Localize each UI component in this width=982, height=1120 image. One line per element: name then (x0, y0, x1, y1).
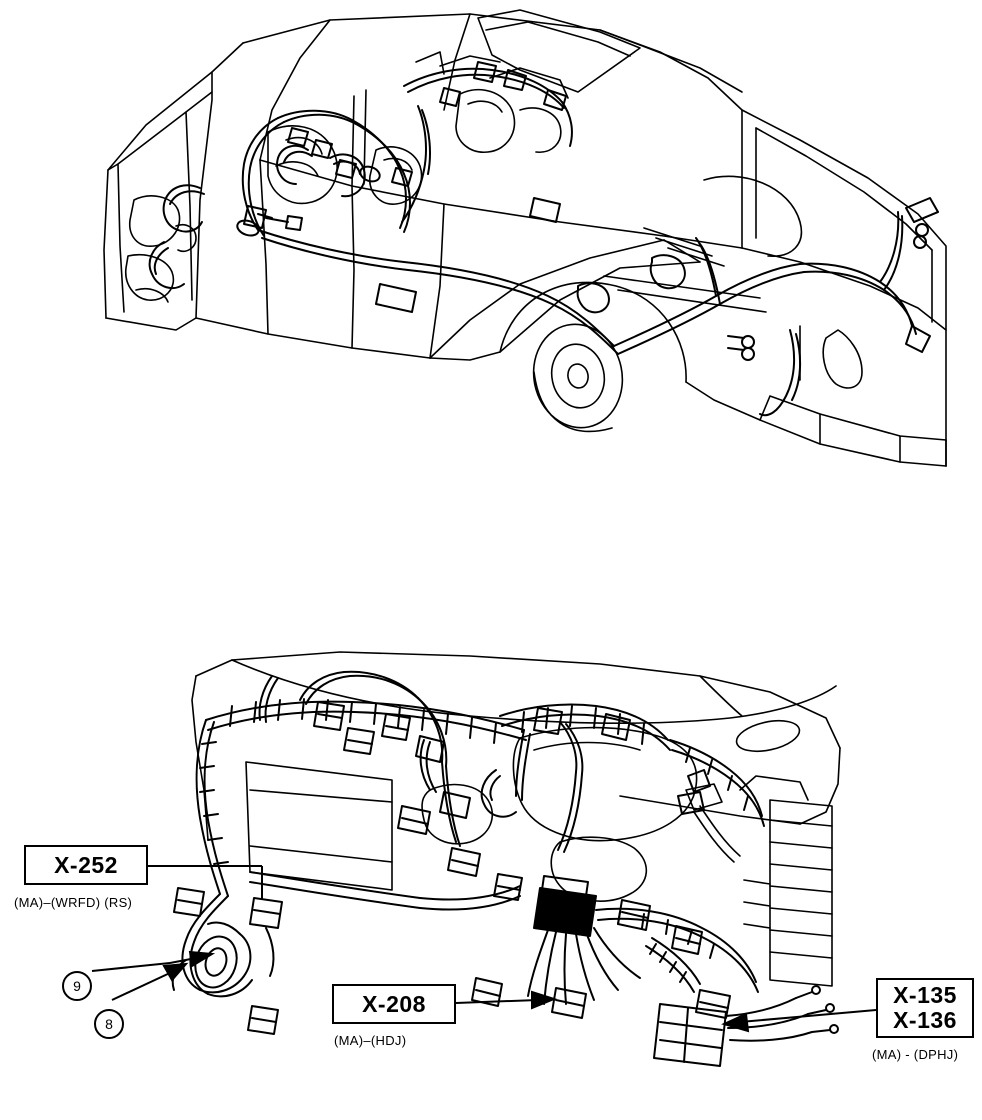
callout-box-x-135-136[interactable] (876, 978, 974, 1038)
callout-sub-x-208: (MA)–(HDJ) (334, 1033, 407, 1048)
callout-sub-x-252: (MA)–(WRFD) (RS) (14, 895, 133, 910)
callout-code-x-136: X-136 (893, 1007, 957, 1033)
callout-code-x-252: X-252 (54, 851, 118, 878)
callout-box-x-208[interactable] (332, 984, 456, 1024)
item-bubble-9[interactable] (62, 971, 92, 1001)
callout-code-x-208: X-208 (362, 990, 426, 1017)
item-bubble-8[interactable] (94, 1009, 124, 1039)
callout-box-x-252[interactable] (24, 845, 148, 885)
item-bubble-8-label: 8 (105, 1016, 113, 1032)
item-bubble-9-label: 9 (73, 978, 81, 994)
callout-sub-x-135-136: (MA) - (DPHJ) (872, 1047, 959, 1062)
callout-code-x-135: X-135 (893, 982, 957, 1008)
